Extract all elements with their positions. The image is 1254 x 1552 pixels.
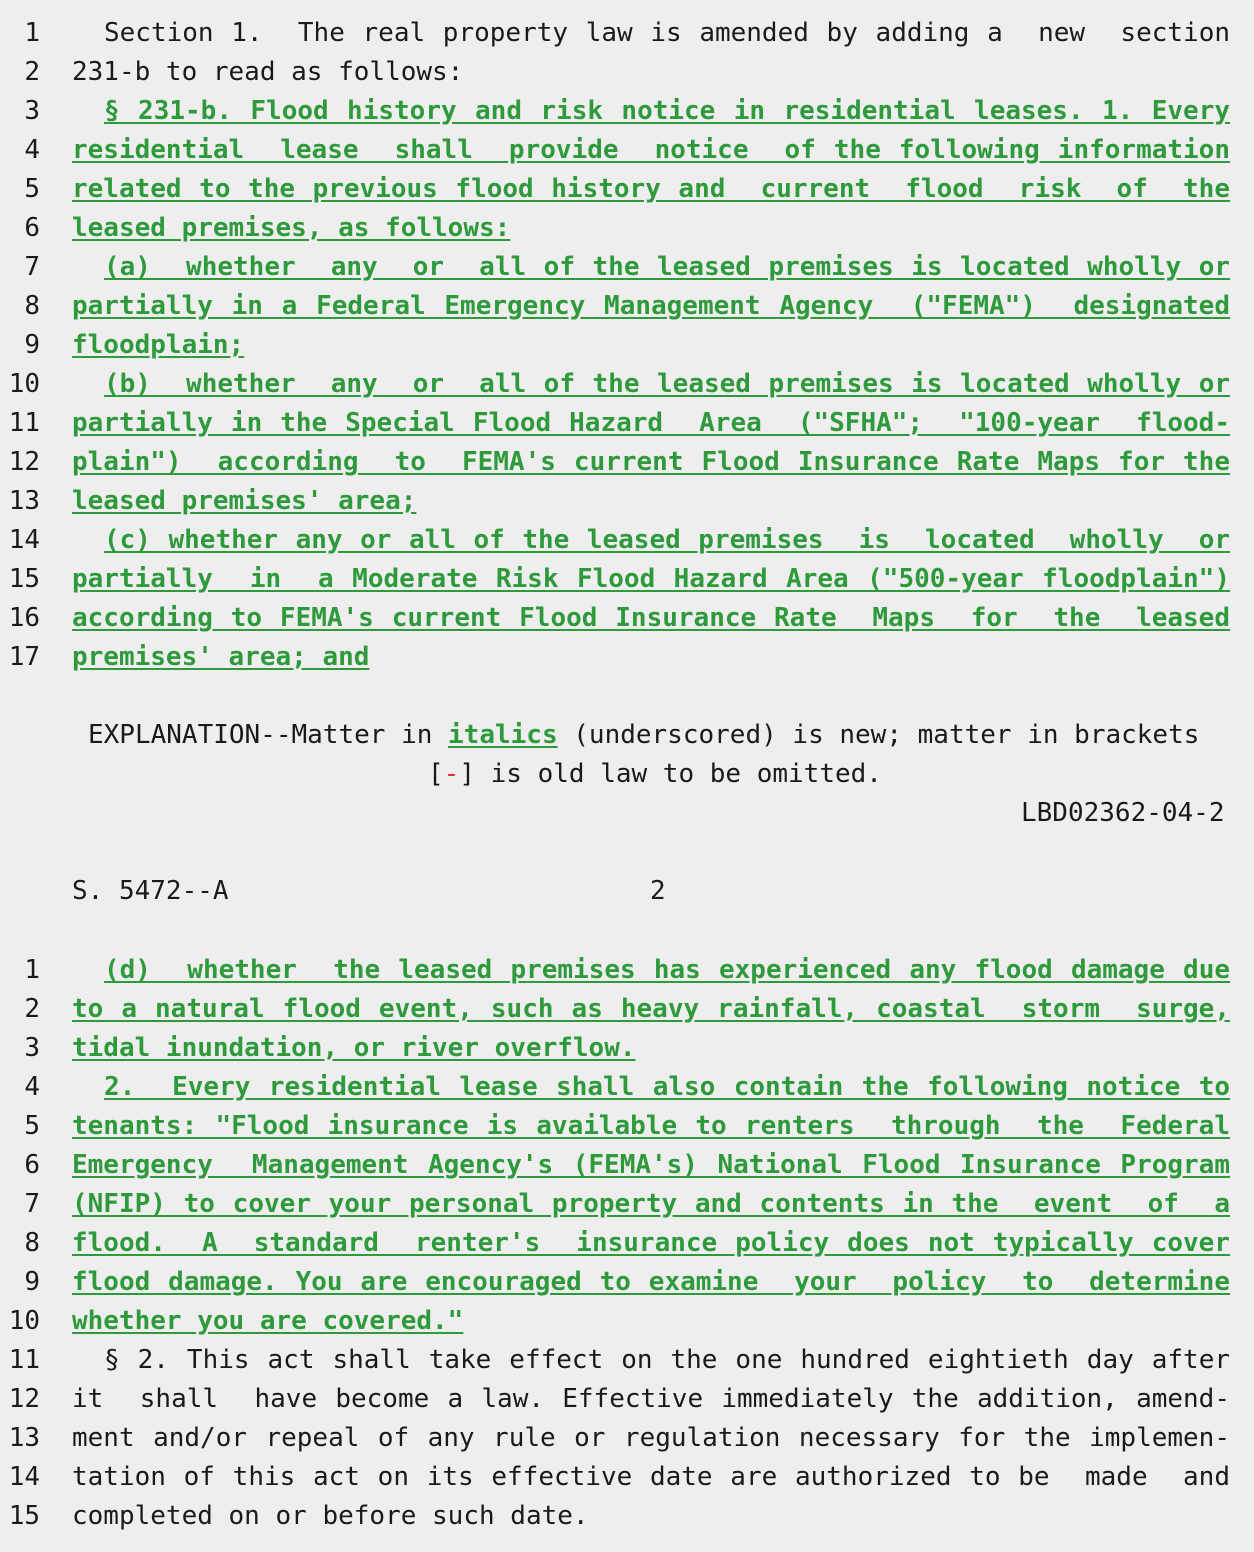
- line-number: 15: [8, 564, 40, 594]
- new-matter-text: related to the previous flood history and current flood risk of the: [72, 174, 1230, 204]
- new-matter-text: residential lease shall provide notice of the following information: [72, 135, 1230, 165]
- new-matter-text: (d) whether the leased premises has experienced any flood damage due: [104, 955, 1230, 985]
- text-line: [0, 443, 1254, 482]
- new-matter-text: whether you are covered.": [72, 1306, 464, 1336]
- line-number: 2: [24, 994, 40, 1024]
- text-line: [0, 404, 1254, 443]
- line-number: 10: [8, 1306, 40, 1336]
- new-matter-text: partially in the Special Flood Hazard Area ("SFHA"; "100-year flood-: [72, 408, 1230, 438]
- line-text: 231-b to read as follows:: [72, 57, 464, 87]
- text-line: [0, 521, 1254, 560]
- text-line: [0, 92, 1254, 131]
- new-matter-text: § 231-b. Flood history and risk notice in residential leases. 1. Every: [104, 96, 1230, 126]
- line-number: 10: [8, 369, 40, 399]
- new-matter-text: tenants: "Flood insurance is available to renters through the Federal: [72, 1111, 1230, 1141]
- new-matter-text: flood. A standard renter's insurance policy does not typically cover: [72, 1228, 1230, 1258]
- line-number: 1: [24, 955, 40, 985]
- line-text: ment and/or repeal of any rule or regulation necessary for the implemen-: [72, 1423, 1230, 1453]
- new-matter-text: tidal inundation, or river overflow.: [72, 1033, 636, 1063]
- text-line: [0, 326, 1254, 365]
- line-number: 7: [24, 252, 40, 282]
- line-text: Section 1. The real property law is amended by adding a new section: [104, 18, 1230, 48]
- line-text: tation of this act on its effective date are authorized to be made and: [72, 1462, 1230, 1492]
- explanation-suffix: (underscored) is new; matter in brackets: [557, 720, 1200, 750]
- explanation-line-2: [428, 755, 882, 794]
- bill-number: S. 5472--A: [72, 876, 229, 906]
- line-number: 2: [24, 57, 40, 87]
- text-line: [0, 53, 1254, 92]
- new-matter-text: 2. Every residential lease shall also contain the following notice to: [104, 1072, 1230, 1102]
- bracket-dash: -: [443, 759, 460, 789]
- new-matter-text: plain") according to FEMA's current Flood Insurance Rate Maps for the: [72, 447, 1230, 477]
- text-line: [0, 1146, 1254, 1185]
- line-number: 8: [24, 1228, 40, 1258]
- text-line: [0, 1497, 1254, 1536]
- new-matter-text: (b) whether any or all of the leased premises is located wholly or: [104, 369, 1230, 399]
- text-line: [0, 951, 1254, 990]
- text-line: [0, 482, 1254, 521]
- line-number: 14: [8, 525, 40, 555]
- line-number: 5: [24, 1111, 40, 1141]
- text-line: [0, 209, 1254, 248]
- line-number: 4: [24, 1072, 40, 1102]
- explanation-italics: italics: [448, 720, 558, 750]
- document-code: LBD02362-04-2: [1021, 798, 1225, 828]
- text-line: [0, 14, 1254, 53]
- explanation-line-1: [88, 716, 1199, 755]
- text-line: [0, 1068, 1254, 1107]
- explanation-prefix: EXPLANATION--Matter in: [88, 720, 449, 750]
- line-number: 1: [24, 18, 40, 48]
- line-number: 13: [8, 1423, 40, 1453]
- line-text: it shall have become a law. Effective immediately the addition, amend-: [72, 1384, 1230, 1414]
- text-line: [0, 170, 1254, 209]
- text-line: [0, 1263, 1254, 1302]
- line-number: 8: [24, 291, 40, 321]
- line-text: completed on or before such date.: [72, 1501, 589, 1531]
- new-matter-text: leased premises' area;: [72, 486, 417, 516]
- new-matter-text: partially in a Federal Emergency Management Agency ("FEMA") designated: [72, 291, 1230, 321]
- line-number: 14: [8, 1462, 40, 1492]
- line-number: 11: [8, 1345, 40, 1375]
- line-number: 6: [24, 213, 40, 243]
- new-matter-text: floodplain;: [72, 330, 245, 360]
- text-line: [0, 599, 1254, 638]
- new-matter-text: (c) whether any or all of the leased premises is located wholly or: [104, 525, 1230, 555]
- text-line: [0, 1419, 1254, 1458]
- new-matter-text: according to FEMA's current Flood Insurance Rate Maps for the leased: [72, 603, 1230, 633]
- page-number: 2: [650, 876, 666, 906]
- line-number: 17: [8, 642, 40, 672]
- line-number: 9: [24, 1267, 40, 1297]
- text-line: [0, 990, 1254, 1029]
- text-line: [0, 560, 1254, 599]
- text-line: [0, 131, 1254, 170]
- line-number: 7: [24, 1189, 40, 1219]
- line-number: 12: [8, 447, 40, 477]
- line-number: 4: [24, 135, 40, 165]
- text-line: [0, 248, 1254, 287]
- line-number: 16: [8, 603, 40, 633]
- line-number: 15: [8, 1501, 40, 1531]
- new-matter-text: leased premises, as follows:: [72, 213, 511, 243]
- text-line: [0, 287, 1254, 326]
- line-number: 12: [8, 1384, 40, 1414]
- new-matter-text: partially in a Moderate Risk Flood Hazard Area ("500-year floodplain"): [72, 564, 1230, 594]
- line-number: 6: [24, 1150, 40, 1180]
- new-matter-text: flood damage. You are encouraged to examine your policy to determine: [72, 1267, 1230, 1297]
- text-line: [0, 1458, 1254, 1497]
- new-matter-text: to a natural flood event, such as heavy rainfall, coastal storm surge,: [72, 994, 1230, 1024]
- text-line: [0, 638, 1254, 677]
- explanation-line2-text: ] is old law to be omitted.: [459, 759, 882, 789]
- new-matter-text: premises' area; and: [72, 642, 370, 672]
- new-matter-text: (NFIP) to cover your personal property and contents in the event of a: [72, 1189, 1230, 1219]
- text-line: [0, 1107, 1254, 1146]
- new-matter-text: Emergency Management Agency's (FEMA's) National Flood Insurance Program: [72, 1150, 1230, 1180]
- line-number: 9: [24, 330, 40, 360]
- bracket-open: [: [428, 759, 444, 789]
- line-number: 11: [8, 408, 40, 438]
- line-text: § 2. This act shall take effect on the one hundred eightieth day after: [104, 1345, 1230, 1375]
- text-line: [0, 365, 1254, 404]
- text-line: [0, 1302, 1254, 1341]
- line-number: 3: [24, 1033, 40, 1063]
- line-number: 5: [24, 174, 40, 204]
- text-line: [0, 1380, 1254, 1419]
- text-line: [0, 1029, 1254, 1068]
- line-number: 13: [8, 486, 40, 516]
- line-number: 3: [24, 96, 40, 126]
- text-line: [0, 1341, 1254, 1380]
- text-line: [0, 1224, 1254, 1263]
- text-line: [0, 1185, 1254, 1224]
- new-matter-text: (a) whether any or all of the leased premises is located wholly or: [104, 252, 1230, 282]
